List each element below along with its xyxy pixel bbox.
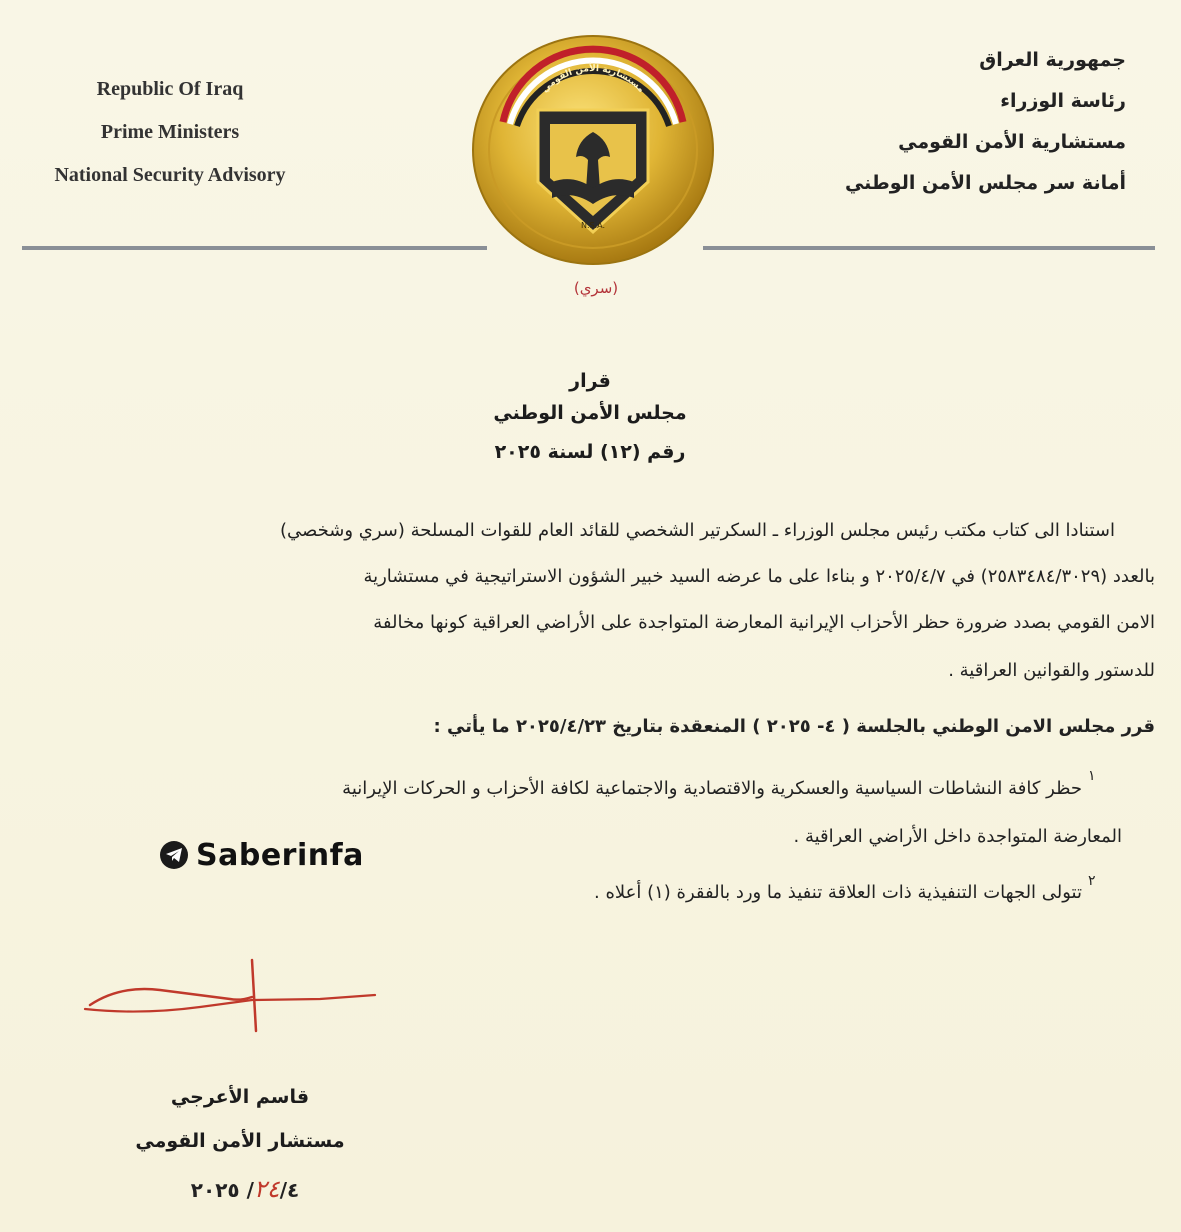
preamble-line-1: استنادا الى كتاب مكتب رئيس مجلس الوزراء ـ السكرتير الشخصي للقائد العام للقوات المسلحة (سري وشخصي) — [279, 520, 1115, 541]
preamble-line-2: بالعدد (٢٥٨٣٤٨٤/٣٠٢٩) في ٢٠٢٥/٤/٧ و بناءا على ما عرضه السيد خبير الشؤون الاستراتيجية في مستشارية — [363, 566, 1155, 587]
arabic-line-office: رئاسة الوزراء — [1000, 90, 1126, 112]
saberinfa-watermark — [160, 836, 364, 874]
english-line-office: Prime Ministers — [100, 121, 240, 143]
signatory-name: قاسم الأعرجي — [170, 1086, 310, 1108]
english-line-advisory: National Security Advisory — [54, 164, 286, 186]
nsa-seal-emblem — [468, 32, 718, 268]
signatory-position: مستشار الأمن القومي — [135, 1130, 345, 1152]
header-divider-right — [703, 246, 1155, 250]
handwritten-signature — [80, 955, 380, 1035]
classification-mark: (سري) — [573, 279, 619, 297]
item-1-number: ١ — [1088, 768, 1096, 784]
seal-arc-text: مستشارية الأمن القومي — [540, 63, 646, 95]
preamble-line-3: الامن القومي بصدد ضرورة حظر الأحزاب الإيرانية المعارضة المتواجدة على الأراضي العراقية كونها مخالفة — [373, 612, 1155, 633]
decision-number: رقم (١٢) لسنة ٢٠٢٥ — [494, 441, 686, 463]
council-title: مجلس الأمن الوطني — [493, 402, 687, 424]
arabic-letterhead — [806, 40, 1126, 204]
date-printed: /٤/ ٢٠٢٥ — [190, 1178, 300, 1202]
seal-abbreviation: N.S.A. — [580, 221, 606, 230]
arabic-line-advisory: مستشارية الأمن القومي — [898, 131, 1126, 153]
telegram-icon — [160, 841, 188, 869]
signature-date — [160, 1175, 330, 1203]
arabic-line-country: جمهورية العراق — [979, 49, 1126, 71]
date-handwritten-day: ٢٤ — [253, 1175, 280, 1203]
decision-title: قرار — [569, 370, 611, 392]
header-divider-left — [22, 246, 487, 250]
english-letterhead — [20, 68, 320, 197]
arabic-line-secretariat: أمانة سر مجلس الأمن الوطني — [844, 172, 1126, 194]
item-1-line-1: حظر كافة النشاطات السياسية والعسكرية والاقتصادية والاجتماعية لكافة الأحزاب و الحركات الإيرانية — [342, 778, 1082, 799]
preamble-line-4: للدستور والقوانين العراقية . — [948, 660, 1155, 681]
decision-intro: قرر مجلس الامن الوطني بالجلسة ( ٤- ٢٠٢٥ ) المنعقدة بتاريخ ٢٠٢٥/٤/٢٣ ما يأتي : — [433, 716, 1155, 737]
item-1-line-2: المعارضة المتواجدة داخل الأراضي العراقية . — [793, 826, 1122, 847]
item-2-number: ٢ — [1088, 873, 1096, 889]
item-2-line-1: تتولى الجهات التنفيذية ذات العلاقة تنفيذ ما ورد بالفقرة (١) أعلاه . — [594, 882, 1082, 903]
english-line-country: Republic Of Iraq — [96, 78, 244, 100]
watermark-text: Saberinfa — [196, 837, 364, 873]
